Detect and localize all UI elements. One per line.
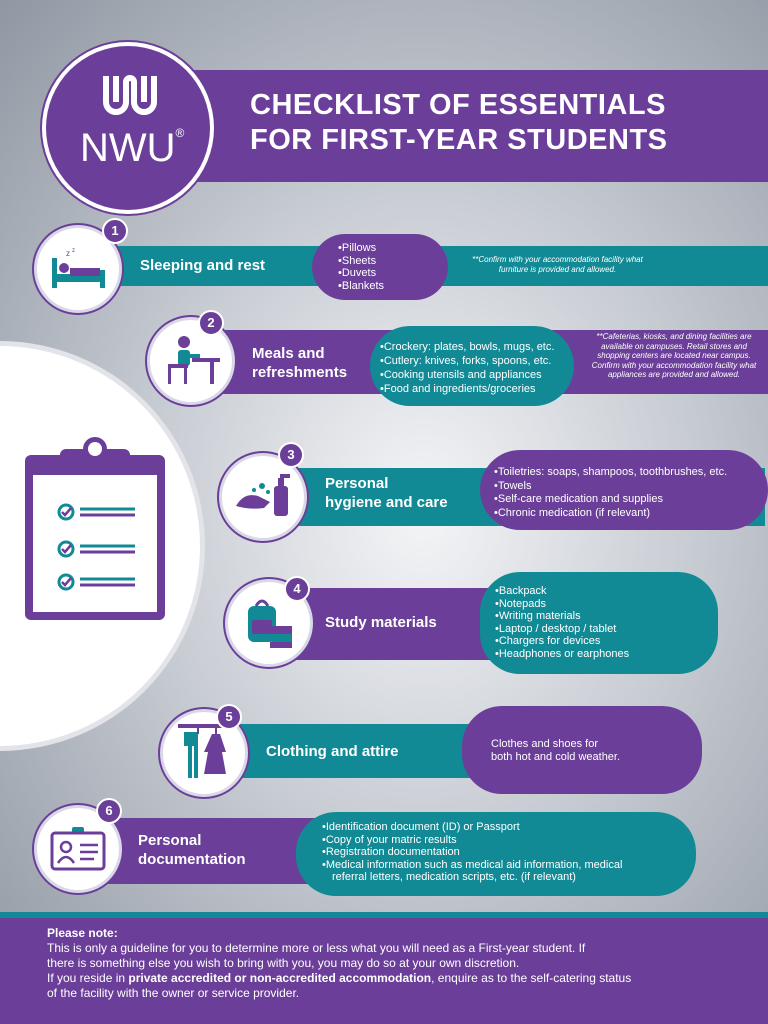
list-item: • Cooking utensils and appliances xyxy=(380,368,554,382)
list-item: • Identification document (ID) or Passport xyxy=(322,821,622,834)
list-item: • Blankets xyxy=(338,280,384,293)
section-3-label-line-1: Personal xyxy=(325,475,389,492)
section-2-note: **Cafeterias, kiosks, and dining facilities are available on campuses. Retail stores and shopping centers are located near campus. Confirm with your accommodation facility what appliances are provided and allowed. xyxy=(591,332,757,379)
section-2-label-line-2: refreshments xyxy=(252,364,348,381)
logo-text: NWU® xyxy=(80,126,185,170)
footer-text xyxy=(47,926,747,1001)
section-5-label: Clothing and attire xyxy=(266,743,399,760)
footer-line-3-post: , enquire as to the self-catering status xyxy=(431,971,632,985)
list-item: • Writing materials xyxy=(495,610,629,623)
clothing-icon xyxy=(174,722,234,782)
footer-line-4: of the facility with the owner or service provider. xyxy=(47,986,300,1000)
list-item: • Towels xyxy=(494,480,727,494)
list-item: • Registration documentation xyxy=(322,846,622,859)
section-3-items xyxy=(494,466,727,520)
section-1-note: **Confirm with your accommodation facility what furniture is provided and allowed. xyxy=(472,255,643,274)
section-6-item-continuation: referral letters, medication scripts, etc. (if relevant) xyxy=(332,871,576,883)
section-3-icon-circle xyxy=(222,456,304,538)
title-line-1: CHECKLIST OF ESSENTIALS xyxy=(250,89,666,121)
backpack-books-icon xyxy=(242,596,298,652)
section-2-number: 2 xyxy=(198,310,224,336)
section-6-items xyxy=(322,821,622,871)
list-item: • Crockery: plates, bowls, mugs, etc. xyxy=(380,340,554,354)
footer-line-3 xyxy=(47,971,747,986)
dining-person-icon xyxy=(162,332,222,392)
handwash-icon xyxy=(234,472,294,522)
logo-circle xyxy=(46,46,210,210)
section-1-number: 1 xyxy=(102,218,128,244)
footer-heading: Please note: xyxy=(47,926,118,940)
section-1-items xyxy=(338,242,384,292)
footer-line-2: there is something else you wish to bring with you, you may do so at your own discretion. xyxy=(47,956,520,970)
list-item: • Self-care medication and supplies xyxy=(494,493,727,507)
list-item: • Sheets xyxy=(338,255,384,268)
footer-line-3-bold: private accredited or non-accredited accommodation xyxy=(128,971,432,985)
footer-line-3-pre: If you reside in xyxy=(47,971,129,985)
list-item: • Chargers for devices xyxy=(495,635,629,648)
list-item: • Duvets xyxy=(338,267,384,280)
id-card-icon xyxy=(50,827,106,871)
page-title xyxy=(250,88,668,158)
section-5-text-line-1: Clothes and shoes for xyxy=(491,738,599,750)
section-6-label xyxy=(138,831,246,869)
list-item: • Backpack xyxy=(495,585,629,598)
section-5-text-line-2: both hot and cold weather. xyxy=(491,750,621,763)
bed-icon xyxy=(48,244,108,294)
section-4-items xyxy=(495,585,629,660)
nwu-emblem-icon xyxy=(98,72,158,122)
section-1-label: Sleeping and rest xyxy=(140,257,266,274)
list-item: • Cutlery: knives, forks, spoons, etc. xyxy=(380,354,554,368)
svg-text:z: z xyxy=(66,249,70,258)
section-2-label xyxy=(252,344,347,382)
section-3-number: 3 xyxy=(278,442,304,468)
clipboard-icon xyxy=(20,435,170,625)
section-4-label: Study materials xyxy=(325,614,437,631)
section-5-number: 5 xyxy=(216,704,242,730)
svg-text:z: z xyxy=(72,248,75,254)
section-2-items xyxy=(380,340,554,396)
list-item: • Toiletries: soaps, shampoos, toothbrushes, etc. xyxy=(494,466,727,480)
section-2-label-line-1: Meals and xyxy=(252,345,325,362)
section-6-label-line-2: documentation xyxy=(138,851,246,868)
section-4-number: 4 xyxy=(284,576,310,602)
list-item: • Chronic medication (if relevant) xyxy=(494,507,727,521)
list-item: • Food and ingredients/groceries xyxy=(380,382,554,396)
list-item: • Headphones or earphones xyxy=(495,648,629,661)
section-6-number: 6 xyxy=(96,798,122,824)
list-item: • Copy of your matric results xyxy=(322,834,622,847)
footer-line-1: This is only a guideline for you to determine more or less what you will need as a First-year student. If xyxy=(47,941,586,955)
list-item: • Medical information such as medical aid information, medical xyxy=(322,859,622,872)
section-3-label xyxy=(325,474,448,512)
list-item: • Pillows xyxy=(338,242,384,255)
list-item: • Notepads xyxy=(495,598,629,611)
section-6-label-line-1: Personal xyxy=(138,832,202,849)
section-3-label-line-2: hygiene and care xyxy=(325,494,448,511)
section-5-text xyxy=(491,738,620,763)
title-line-2: FOR FIRST-YEAR STUDENTS xyxy=(250,124,668,156)
list-item: • Laptop / desktop / tablet xyxy=(495,623,629,636)
